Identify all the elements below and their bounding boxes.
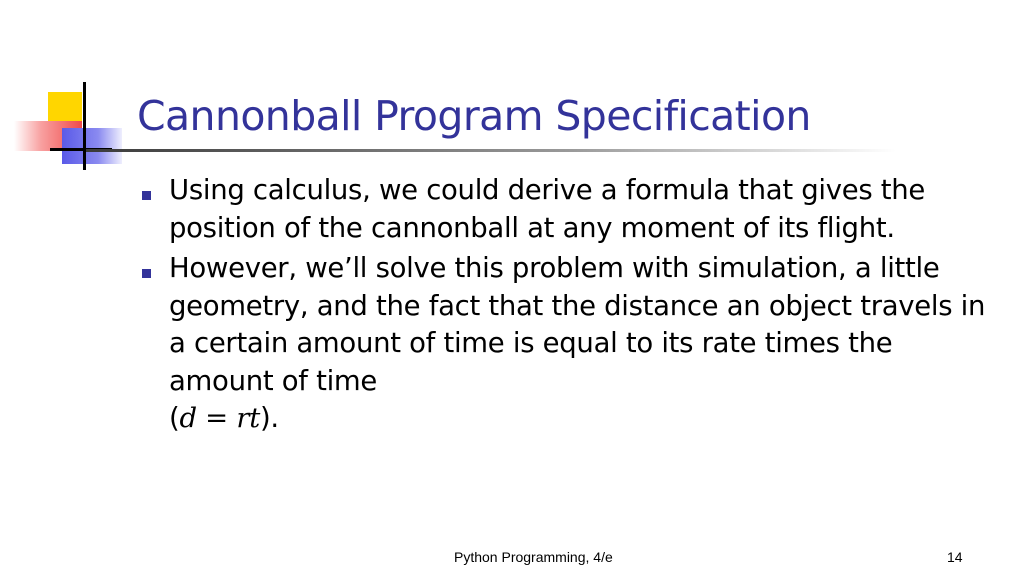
formula [169, 400, 992, 438]
bullet-square-icon [142, 191, 151, 200]
bullet-list [142, 172, 992, 441]
bullet-square-icon [142, 269, 151, 278]
bullet-item [142, 172, 992, 247]
title-underline [86, 149, 896, 152]
bullet-text [169, 250, 992, 438]
footer-course: Python Programming, 4/e [454, 549, 613, 565]
formula-close-paren: ). [259, 402, 279, 434]
logo-blue-square [62, 128, 122, 164]
logo-vertical-line [83, 82, 86, 170]
slide-title: Cannonball Program Specification [137, 92, 811, 140]
page-number: 14 [947, 549, 963, 565]
bullet-text: Using calculus, we could derive a formula that gives the position of the cannonball at any moment of its flight. [169, 174, 926, 244]
bullet-item [142, 250, 992, 438]
formula-open-paren: ( [169, 402, 180, 434]
bullet-text-body: However, we’ll solve this problem with simulation, a little geometry, and the fact that the distance an object travels in a certain amount of time is equal to its rate times the amount of time [169, 252, 986, 397]
formula-math: d = rt [179, 402, 260, 434]
